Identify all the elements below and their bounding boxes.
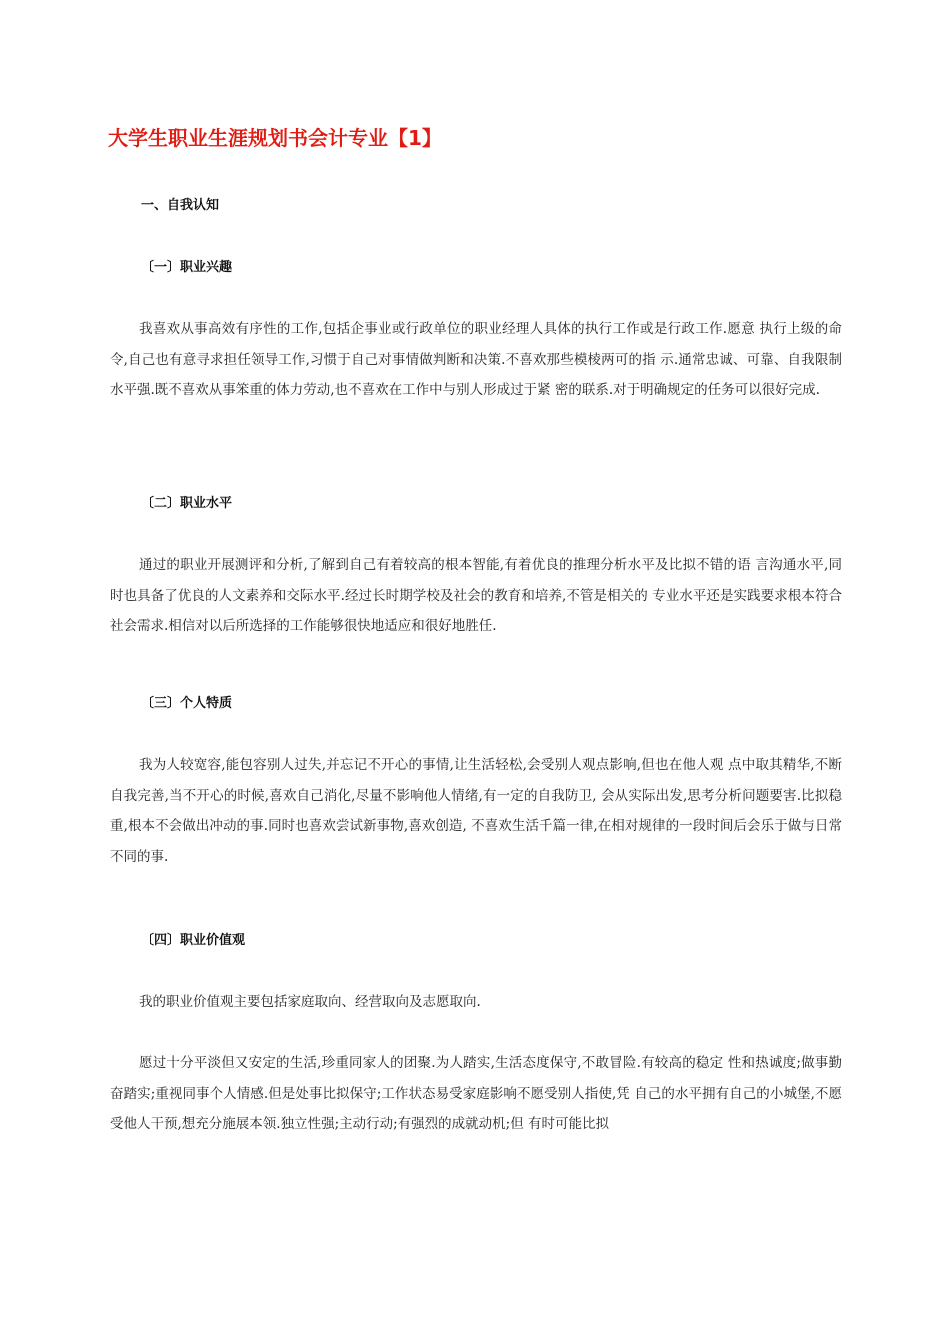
paragraph-career-values-intro: 我的职业价值观主要包括家庭取向、经营取向及志愿取向. [139,994,481,1010]
subsection-heading-career-interest: 〔一〕职业兴趣 [141,260,233,275]
paragraph-career-interest: 我喜欢从事高效有序性的工作,包括企事业或行政单位的职业经理人具体的执行工作或是行政工作.愿意 执行上级的命令,自己也有意寻求担任领导工作,习惯于自己对事情做判断和决策.不喜欢那些模棱两可的指 示.通常忠诚、可靠、自我限制水平强.既不喜欢从事笨重的体力劳动,也不喜欢在工作中与别人形成过于紧 密的联系.对于明确规定的任务可以很好完成. [110,321,842,398]
paragraph-personal-traits: 我为人较宽容,能包容别人过失,并忘记不开心的事情,让生活轻松,会受别人观点影响,但也在他人观 点中取其精华,不断自我完善,当不开心的时候,喜欢自己消化,尽量不影响他人情绪,有一定的自我防卫, 会从实际出发,思考分析问题要害.比拟稳重,根本不会做出冲动的事.同时也喜欢尝试新事物,喜欢创造, 不喜欢生活千篇一律,在相对规律的一段时间后会乐于做与日常不同的事. [110,757,842,865]
paragraph-career-values-detail: 愿过十分平淡但又安定的生活,珍重同家人的团聚.为人踏实,生活态度保守,不敢冒险.有较高的稳定 性和热诚度;做事勤奋踏实;重视同事个人情感.但是处事比拟保守;工作状态易受家庭影响不愿受别人指使,凭 自己的水平拥有自己的小城堡,不愿受他人干预,想充分施展本领.独立性强;主动行动;有强烈的成就动机;但 有时可能比拟 [110,1055,842,1132]
subsection-heading-career-values: 〔四〕职业价值观 [141,933,246,948]
subsection-heading-career-ability: 〔二〕职业水平 [141,496,233,511]
subsection-heading-personal-traits: 〔三〕个人特质 [141,696,233,711]
section-heading-self-awareness: 一、自我认知 [141,198,220,213]
paragraph-career-ability: 通过的职业开展测评和分析,了解到自己有着较高的根本智能,有着优良的推理分析水平及比拟不错的语 言沟通水平,同时也具备了优良的人文素养和交际水平.经过长时期学校及社会的教育和培养,不管是相关的 专业水平还是实践要求根本符合社会需求.相信对以后所选择的工作能够很快地适应和很好地胜任. [110,557,842,634]
document-title: 大学生职业生涯规划书会计专业【1】 [108,126,442,150]
